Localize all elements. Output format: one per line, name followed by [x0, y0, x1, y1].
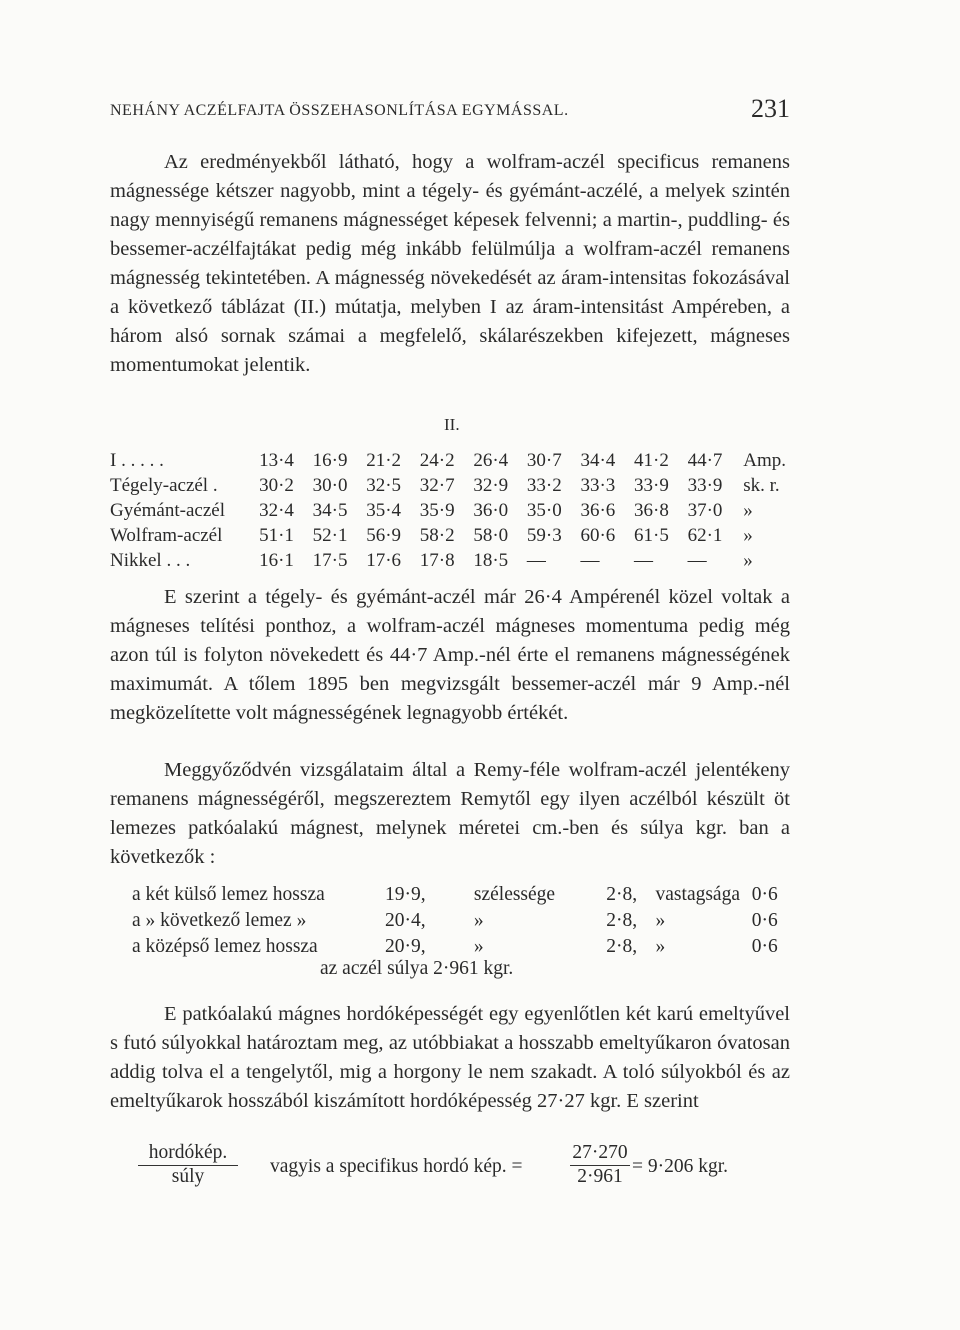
dimension-row — [132, 908, 790, 934]
table-cell: — — [634, 550, 654, 571]
table-row — [110, 448, 790, 473]
table-cell: 24·2 — [419, 450, 455, 471]
table-cell: 62·1 — [687, 525, 723, 546]
table-cell: 35·4 — [366, 500, 402, 521]
table-cell: 18·5 — [473, 550, 509, 571]
fraction-right-numerator: 27·270 — [570, 1142, 630, 1166]
table-cell: 30·2 — [259, 475, 294, 496]
table-cell: 17·5 — [312, 550, 348, 571]
dimension-thickness: 0·6 — [751, 884, 778, 905]
row-label: Nikkel . . . — [110, 550, 191, 571]
table-row — [110, 523, 790, 548]
page-number: 231 — [751, 94, 790, 123]
fraction-right-denominator: 2·961 — [577, 1166, 623, 1187]
table-cell: — — [526, 550, 546, 571]
paragraph-2: E szerint a tégely- és gyémánt-aczél már 26·4 Ampérenél közel voltak a mágneses telítési ponthoz, a wolfram-aczél mágneses momentuma pedig még azon túl is folyton növekedett és 44·7 Amp.-nél érte el remanens mágnességének maximumát. A tőlem 1895 ben megvizsgált bessemer-aczél már 9 Amp.-nél megközelítette volt mágnességének legnagyobb értékét. — [110, 586, 790, 724]
dimensions-table — [132, 882, 790, 960]
table-cell: 16·1 — [259, 550, 294, 571]
row-unit: sk. r. — [743, 475, 780, 496]
paragraph-3: Meggyőződvén vizsgálataim által a Remy-féle wolfram-aczél jelentékeny remanens mágnességéről, megszereztem Remytől egy ilyen aczélból készült öt lemezes patkóalakú mágnest, melynek méretei cm.-ben és súlya kgr. ban a következők : — [110, 759, 790, 868]
table-cell: 35·9 — [419, 500, 455, 521]
table-cell: 30·0 — [312, 475, 348, 496]
table-cell: 33·3 — [580, 475, 616, 496]
table-cell: 44·7 — [687, 450, 723, 471]
table-cell: 30·7 — [526, 450, 562, 471]
fraction-left-denominator: súly — [171, 1166, 205, 1187]
table-cell: 13·4 — [259, 450, 294, 471]
table-cell: 59·3 — [526, 525, 562, 546]
running-head: NEHÁNY ACZÉLFAJTA ÖSSZEHASONLÍTÁSA EGYMÁSSAL. — [110, 102, 569, 119]
formula — [138, 1142, 818, 1202]
row-unit: » — [743, 525, 753, 546]
table-cell: 32·9 — [473, 475, 509, 496]
formula-middle-text: vagyis a specifikus hordó kép. = — [270, 1156, 523, 1177]
table-cell: 56·9 — [366, 525, 402, 546]
table-cell: 33·9 — [687, 475, 723, 496]
table-cell: 34·4 — [580, 450, 616, 471]
formula-result: = 9·206 kgr. — [632, 1156, 729, 1177]
table-title: II. — [444, 415, 460, 434]
dimension-name: a » következő lemez » — [132, 910, 307, 931]
page-header — [110, 94, 790, 130]
table-cell: 58·0 — [473, 525, 509, 546]
table-cell: 21·2 — [366, 450, 402, 471]
dimension-name: a középső lemez hossza — [132, 936, 318, 957]
table-row — [110, 473, 790, 498]
dimension-row — [132, 934, 790, 960]
table-cell: 34·5 — [312, 500, 348, 521]
paragraph-1: Az eredményekből látható, hogy a wolfram-aczél specificus remanens mágnessége kétszer nagyobb, mint a tégely- és gyémánt-aczélé, a melyek szintén nagy mennyiségű remanens mágnességet képesek felvenni; a martin-, puddling- és bessemer-aczélfajtákat pedig még inkább felülmúlja a wolfram-aczél remanens mágnesség tekintetében. A mágnesség növekedését az áram-intensitas fokozásával a következő táblázat (II.) mútatja, melyben I az áram-intensitást Ampéreben, a három alsó sornak számai a megfelelő, skálarészekben kifejezett, mágneses momentumokat jelentik. — [110, 151, 790, 376]
table-cell: 36·0 — [473, 500, 509, 521]
row-label: Gyémánt-aczél — [110, 500, 225, 521]
row-label: I . . . . . — [110, 450, 164, 471]
table-cell: 17·6 — [366, 550, 402, 571]
table-row — [110, 548, 790, 573]
table-cell: 32·7 — [419, 475, 455, 496]
dimension-w-label: szélessége — [473, 884, 556, 905]
table-cell: 60·6 — [580, 525, 616, 546]
table-cell: 41·2 — [634, 450, 669, 471]
dimension-width: 2·8, — [606, 884, 638, 905]
table-cell: 17·8 — [419, 550, 455, 571]
dimension-name: a két külső lemez hossza — [132, 884, 325, 905]
row-unit: Amp. — [743, 450, 786, 471]
table-cell: 26·4 — [473, 450, 509, 471]
paragraph-4: E patkóalakú mágnes hordóképességét egy egyenlőtlen két karú emeltyűvel s futó súlyokkal határoztam meg, az utóbbiakat a hosszabb emeltyűkaron óvatosan addig tolva el a tengelytől, mig a horgony le nem szakadt. A toló súlyokból és az emeltyűkarok hosszából kiszámított hordóképesség 27·27 kgr. E szerint — [110, 1003, 790, 1112]
dimension-length: 19·9, — [385, 884, 426, 905]
dimension-thickness: 0·6 — [751, 936, 778, 957]
table-cell: 52·1 — [312, 525, 348, 546]
table-cell: — — [580, 550, 600, 571]
table-cell: 37·0 — [687, 500, 723, 521]
dimension-row — [132, 882, 790, 908]
fraction-left-numerator: hordókép. — [138, 1142, 238, 1166]
dimension-t-label: » — [655, 910, 666, 931]
dimension-w-label: » — [473, 936, 484, 957]
table-cell: 58·2 — [419, 525, 455, 546]
table-row — [110, 498, 790, 523]
dimension-t-label: vastagsága — [655, 884, 740, 905]
dimension-length: 20·9, — [385, 936, 426, 957]
fraction-right — [570, 1142, 630, 1188]
dimension-w-label: » — [473, 910, 484, 931]
table-cell: 32·4 — [259, 500, 294, 521]
table-cell: 51·1 — [259, 525, 294, 546]
table-cell: 16·9 — [312, 450, 348, 471]
table-cell: 33·9 — [634, 475, 669, 496]
magnetism-table — [110, 448, 790, 573]
table-cell: — — [687, 550, 707, 571]
table-cell: 36·8 — [634, 500, 669, 521]
row-unit: » — [743, 550, 753, 571]
dimension-width: 2·8, — [606, 936, 638, 957]
weight-line: az aczél súlya 2·961 kgr. — [320, 958, 514, 979]
dimension-length: 20·4, — [385, 910, 426, 931]
table-cell: 32·5 — [366, 475, 402, 496]
dimension-thickness: 0·6 — [751, 910, 778, 931]
row-unit: » — [743, 500, 753, 521]
table-cell: 61·5 — [634, 525, 669, 546]
row-label: Tégely-aczél . — [110, 475, 218, 496]
table-cell: 35·0 — [526, 500, 562, 521]
dimension-width: 2·8, — [606, 910, 638, 931]
table-cell: 33·2 — [526, 475, 562, 496]
row-label: Wolfram-aczél — [110, 525, 223, 546]
table-cell: 36·6 — [580, 500, 616, 521]
fraction-left — [138, 1142, 238, 1188]
dimension-t-label: » — [655, 936, 666, 957]
